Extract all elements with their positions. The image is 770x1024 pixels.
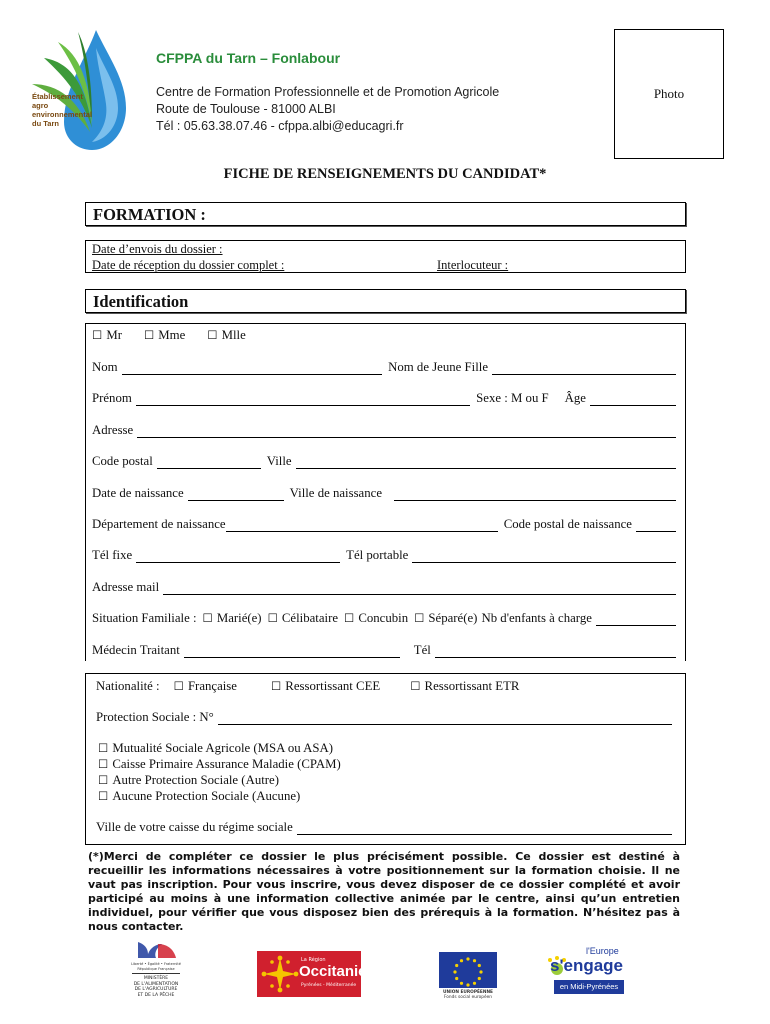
medecin-traitant-label: Médecin Traitant xyxy=(92,643,180,657)
checkbox[interactable]: ☐ xyxy=(143,328,155,342)
telephone-row xyxy=(92,548,676,563)
age-label: Âge xyxy=(564,391,586,405)
civility-row xyxy=(92,328,676,343)
tel-fixe-label: Tél fixe xyxy=(92,548,133,562)
dates-box xyxy=(85,240,686,273)
medecin-row xyxy=(92,643,676,658)
prenom-label: Prénom xyxy=(92,391,132,405)
regime-option[interactable] xyxy=(98,741,498,756)
nationality-row xyxy=(96,679,676,694)
ville-caisse-field[interactable] xyxy=(297,822,672,835)
organization-contact: Tél : 05.63.38.07.46 - cfppa.albi@educagri.fr xyxy=(156,119,404,133)
civility-option-mlle[interactable] xyxy=(207,328,245,343)
tel-portable-label: Tél portable xyxy=(346,548,409,562)
date-naissance-row xyxy=(92,486,676,501)
situation-option-celibataire[interactable] xyxy=(268,611,338,626)
date-naissance-label: Date de naissance xyxy=(92,486,184,500)
organization-name: CFPPA du Tarn – Fonlabour xyxy=(156,50,341,66)
motto-line: République Française xyxy=(137,966,175,971)
date-reception-label: Date de réception du dossier complet : xyxy=(92,258,285,272)
departement-naissance-field[interactable] xyxy=(226,519,498,532)
french-flag-icon xyxy=(128,940,184,960)
identification-heading: Identification xyxy=(93,292,189,311)
logo-caption-line: du Tarn xyxy=(32,119,59,128)
situation-option-marie[interactable] xyxy=(203,611,262,626)
organization-address: Route de Toulouse - 81000 ALBI xyxy=(156,102,336,116)
nb-enfants-field[interactable] xyxy=(596,613,676,626)
checkbox[interactable]: ☐ xyxy=(270,679,282,693)
ministry-line: ET DE LA PÊCHE xyxy=(137,992,175,998)
logo-caption-line: agro xyxy=(32,101,49,110)
adresse-mail-row xyxy=(92,580,676,595)
ministry-logo xyxy=(124,940,188,1002)
nom-label: Nom xyxy=(92,360,118,374)
situation-option-label: Concubin xyxy=(358,611,409,625)
motto-line: Liberté • Égalité • Fraternité xyxy=(131,962,181,966)
adresse-mail-label: Adresse mail xyxy=(92,580,160,594)
occitanie-wordmark: Occitanie xyxy=(299,963,367,980)
nom-row xyxy=(92,360,676,375)
nationality-option-label: Ressortissant ETR xyxy=(424,679,520,693)
eu-flag-icon xyxy=(439,952,497,988)
situation-option-separe[interactable] xyxy=(414,611,477,626)
medecin-traitant-field[interactable] xyxy=(184,645,400,658)
eu-caption-line: UNION EUROPÉENNE xyxy=(443,990,493,995)
checkbox[interactable]: ☐ xyxy=(173,679,184,693)
prenom-field[interactable] xyxy=(136,393,470,406)
situation-option-label: Marié(e) xyxy=(216,611,262,625)
document-title: FICHE DE RENSEIGNEMENTS DU CANDIDAT* xyxy=(223,166,547,182)
departement-naissance-label: Département de naissance xyxy=(92,517,226,531)
europe-engage-region: en Midi-Pyrénées xyxy=(554,980,624,994)
eu-caption xyxy=(438,990,498,1000)
ville-field[interactable] xyxy=(296,456,676,469)
ministry-line: MINISTÈRE xyxy=(143,976,169,981)
adresse-label: Adresse xyxy=(92,423,134,437)
checkbox[interactable]: ☐ xyxy=(410,679,421,693)
occitanie-logo xyxy=(257,951,367,997)
regime-label: Caisse Primaire Assurance Maladie (CPAM) xyxy=(112,757,341,771)
checkbox[interactable]: ☐ xyxy=(202,611,213,625)
formation-heading: FORMATION : xyxy=(93,205,206,224)
departement-naissance-row xyxy=(92,517,676,532)
checkbox[interactable]: ☐ xyxy=(414,611,425,625)
adresse-mail-field[interactable] xyxy=(163,582,676,595)
situation-option-label: Célibataire xyxy=(281,611,339,625)
regime-label: Mutualité Sociale Agricole (MSA ou ASA) xyxy=(112,741,334,755)
date-envoi-label: Date d’envois du dossier : xyxy=(92,242,223,256)
protection-sociale-label: Protection Sociale : N° xyxy=(96,710,214,724)
logo-caption-line: Établissement xyxy=(32,92,83,101)
situation-familiale-row xyxy=(92,611,676,626)
ministry-name xyxy=(124,976,188,998)
checkbox[interactable]: ☐ xyxy=(344,611,355,625)
medecin-tel-label: Tél xyxy=(413,643,431,657)
regime-option[interactable] xyxy=(98,757,498,772)
code-postal-row xyxy=(92,454,676,469)
civility-label: Mlle xyxy=(221,328,246,342)
civility-label: Mr xyxy=(106,328,122,342)
checkbox[interactable]: ☐ xyxy=(98,757,109,771)
code-postal-naissance-field[interactable] xyxy=(636,519,676,532)
logo-caption-line: environnemental xyxy=(32,110,93,119)
regime-option[interactable] xyxy=(98,773,498,788)
europe-engage-top: l'Europe xyxy=(586,946,619,956)
medecin-tel-field[interactable] xyxy=(435,645,676,658)
ministry-line: DE L'ALIMENTATION xyxy=(133,981,179,987)
occitanie-small-top: La Région xyxy=(301,957,326,963)
nom-field[interactable] xyxy=(122,362,383,375)
situation-option-label: Séparé(e) xyxy=(428,611,478,625)
situation-familiale-label: Situation Familiale : xyxy=(92,611,197,625)
adresse-field[interactable] xyxy=(137,425,676,438)
civility-option-mr[interactable] xyxy=(92,328,122,343)
nationality-option-label: Française xyxy=(187,679,237,693)
ville-caisse-row xyxy=(96,820,672,835)
photo-placeholder[interactable] xyxy=(614,29,724,159)
organization-full-name: Centre de Formation Professionnelle et de Promotion Agricole xyxy=(156,85,500,99)
checkbox[interactable]: ☐ xyxy=(267,611,278,625)
ville-naissance-field[interactable] xyxy=(394,488,676,501)
identification-section-bar xyxy=(85,289,686,313)
code-postal-field[interactable] xyxy=(157,456,261,469)
nom-jeune-fille-label: Nom de Jeune Fille xyxy=(388,360,488,374)
protection-sociale-field[interactable] xyxy=(218,712,672,725)
sexe-label: Sexe : M ou F xyxy=(476,391,549,405)
ministry-divider xyxy=(132,973,180,974)
tel-portable-field[interactable] xyxy=(412,550,676,563)
regime-label: Aucune Protection Sociale (Aucune) xyxy=(112,789,301,803)
situation-option-concubin[interactable] xyxy=(344,611,408,626)
nb-enfants-label: Nb d'enfants à charge xyxy=(481,611,592,625)
regime-label: Autre Protection Sociale (Autre) xyxy=(112,773,279,787)
nationality-label: Nationalité : xyxy=(96,679,160,693)
code-postal-label: Code postal xyxy=(92,454,153,468)
checkbox[interactable]: ☐ xyxy=(207,328,218,342)
ministry-motto xyxy=(124,962,188,971)
formation-section-bar xyxy=(85,202,686,226)
europe-engage-wordmark: s'engage xyxy=(550,956,624,975)
organization-block xyxy=(156,50,499,134)
photo-label: Photo xyxy=(653,86,685,101)
prenom-row xyxy=(92,391,676,406)
age-field[interactable] xyxy=(590,393,676,406)
occitan-cross-icon xyxy=(260,954,300,994)
checkbox[interactable]: ☐ xyxy=(98,789,109,803)
footnote-notice: (*)Merci de compléter ce dossier le plus précisément possible. Ce dossier est destiné à recueillir les informations nécessaires à votre positionnement sur la formation choisie. Il ne vaut pas inscription. Pour vous inscrire, vous devez disposer de ce dossier complété et avoir participé au moins à une information collective animée par le centre, ainsi qu’un entretien individuel, pour vérifier que vous disposez bien des prérequis à la formation. N’hésitez pas à nous contacter. xyxy=(88,850,680,933)
regime-option[interactable] xyxy=(98,789,498,804)
ville-label: Ville xyxy=(266,454,292,468)
civility-option-mme[interactable] xyxy=(144,328,185,343)
tel-fixe-field[interactable] xyxy=(136,550,340,563)
nationality-option-etr[interactable] xyxy=(410,679,519,694)
code-postal-naissance-label: Code postal de naissance xyxy=(503,517,632,531)
protection-sociale-row xyxy=(96,710,672,725)
ministry-line: DE L'AGRICULTURE xyxy=(134,987,178,992)
ville-naissance-label: Ville de naissance xyxy=(289,486,382,500)
logo-caption xyxy=(32,92,92,128)
civility-label: Mme xyxy=(158,328,186,342)
eu-caption-line: Fonds social européen xyxy=(443,995,493,1000)
nom-jeune-fille-field[interactable] xyxy=(492,362,676,375)
checkbox[interactable]: ☐ xyxy=(98,741,109,755)
nationality-option-cee[interactable] xyxy=(271,679,380,694)
ville-caisse-label: Ville de votre caisse du régime sociale xyxy=(96,820,293,834)
date-naissance-field[interactable] xyxy=(188,488,284,501)
adresse-row xyxy=(92,423,676,438)
nationality-option-francaise[interactable] xyxy=(174,679,237,694)
occitanie-small-bottom: Pyrénées - Méditerranée xyxy=(301,983,357,988)
eu-logo xyxy=(438,952,498,1000)
nationality-option-label: Ressortissant CEE xyxy=(285,679,381,693)
checkbox[interactable]: ☐ xyxy=(92,328,103,342)
europe-engage-logo xyxy=(544,946,628,998)
checkbox[interactable]: ☐ xyxy=(98,773,109,787)
interlocuteur-label: Interlocuteur : xyxy=(437,258,509,272)
